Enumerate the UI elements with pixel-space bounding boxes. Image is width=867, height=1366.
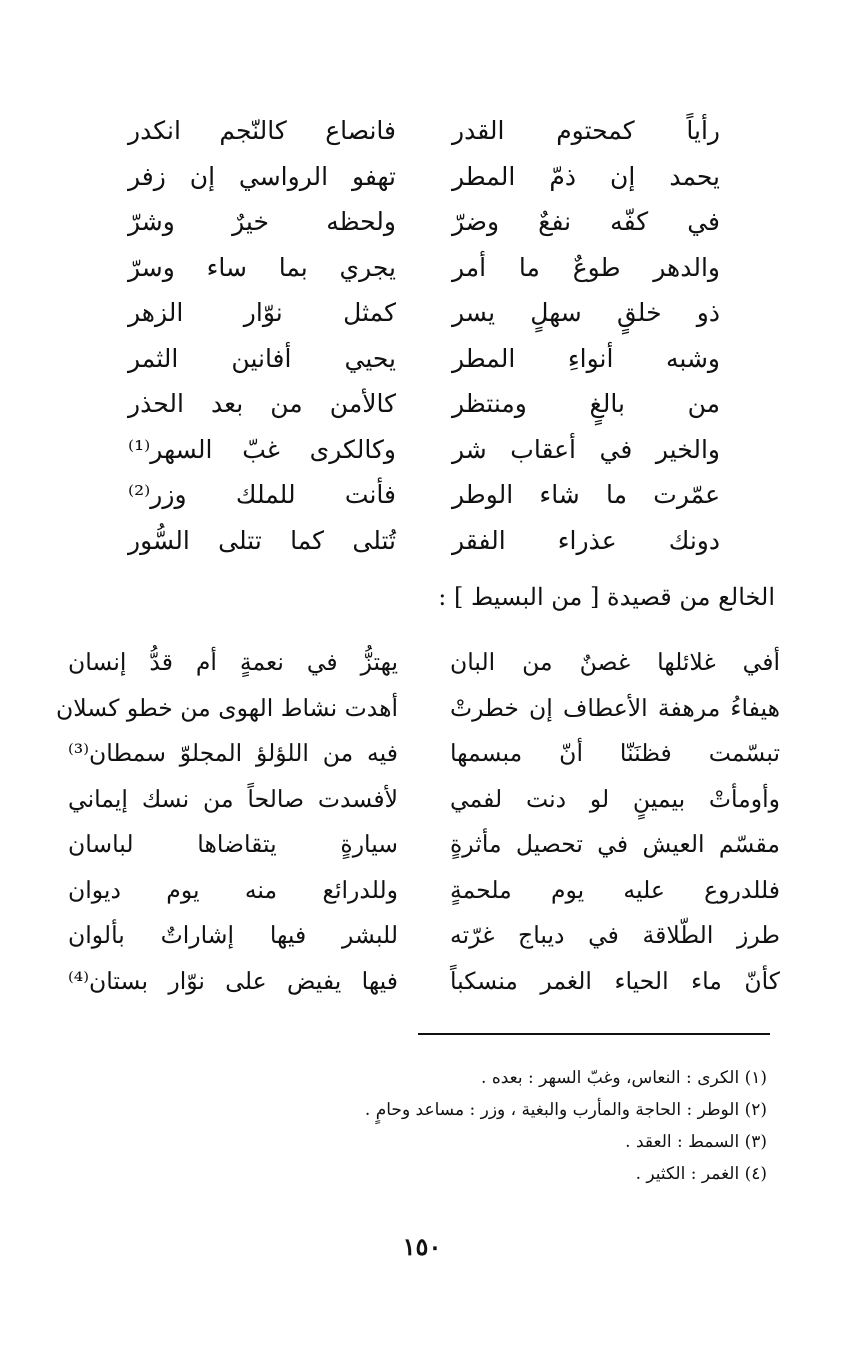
footnote-divider	[418, 1033, 770, 1035]
poem-heading: الخالع من قصيدة [ من البسيط ] :	[438, 583, 775, 611]
verse-left-hemistich: ولحظه خيرٌ وشرّ	[128, 207, 396, 237]
verse-right-hemistich: أفي غلائلها غصنٌ من البان	[450, 648, 780, 676]
footnote: (١) الكرى : النعاس، وغبّ السهر : بعده .	[481, 1068, 767, 1088]
verse-left-hemistich: فيها يفيض على نوّار بستان⁽⁴⁾	[68, 966, 398, 995]
verse-right-hemistich: والدهر طوعٌ ما أمر	[452, 252, 720, 282]
verse-left-hemistich: وللدرائع منه يوم ديوان	[68, 875, 398, 904]
verse	[68, 777, 780, 823]
verse-left-hemistich: يهتزُّ في نعمةٍ أم قدُّ إنسان	[68, 648, 398, 676]
verse-right-hemistich: من بالغٍ ومنتظر	[452, 389, 720, 419]
verse	[55, 686, 780, 732]
verse	[128, 427, 720, 473]
verse	[128, 336, 720, 382]
verse-right-hemistich: دونك عذراء الفقر	[452, 525, 720, 555]
verse-left-hemistich: كمثل نوّار الزهر	[128, 298, 396, 328]
verse-left-hemistich: كالأمن من بعد الحذر	[128, 389, 396, 419]
verse-right-hemistich: رأياً كمحتوم القدر	[452, 116, 720, 146]
footnotes	[267, 1062, 767, 1190]
verse-left-hemistich: للبشر فيها إشاراتٌ بألوان	[68, 921, 398, 949]
verse-right-hemistich: طرز الطّلاقة في ديباج غرّته	[450, 921, 780, 949]
verse	[68, 868, 780, 914]
verse-right-hemistich: والخير في أعقاب شر	[452, 434, 720, 464]
verse-right-hemistich: وشبه أنواءِ المطر	[452, 343, 720, 373]
verse	[128, 290, 720, 336]
verse	[68, 959, 780, 1005]
verse-left-hemistich: تهفو الرواسي إن زفر	[128, 161, 396, 191]
verse-right-hemistich: كأنّ ماء الحياء الغمر منسكباً	[450, 966, 780, 995]
verse	[68, 731, 780, 777]
verse-left-hemistich: وكالكرى غبّ السهر⁽¹⁾	[128, 434, 396, 464]
verse-left-hemistich: يحيي أفانين الثمر	[128, 343, 396, 373]
verse-right-hemistich: فللدروع عليه يوم ملحمةٍ	[450, 875, 780, 904]
verse-right-hemistich: هيفاءُ مرهفة الأعطاف إن خطرتْ	[450, 693, 780, 722]
verse-left-hemistich: تُتلى كما تتلى السُّور	[128, 525, 396, 555]
poem-second	[55, 640, 780, 1004]
verse	[68, 640, 780, 686]
verse	[128, 518, 720, 564]
verse	[128, 472, 720, 518]
verse	[128, 245, 720, 291]
verse	[68, 913, 780, 959]
verse	[128, 154, 720, 200]
verse-left-hemistich: سيارةٍ يتقاضاها لباسان	[68, 830, 398, 858]
verse-left-hemistich: أهدت نشاط الهوى من خطو كسلان	[55, 693, 398, 722]
verse-left-hemistich: فأنت للملك وزر⁽²⁾	[128, 480, 396, 510]
verse-right-hemistich: يحمد إن ذمّ المطر	[452, 161, 720, 191]
verse-right-hemistich: وأومأتْ بيمينٍ لو دنت لفمي	[450, 784, 780, 813]
verse	[128, 199, 720, 245]
verse	[128, 381, 720, 427]
verse-left-hemistich: لأفسدت صالحاً من نسك إيماني	[68, 784, 398, 813]
verse-left-hemistich: فانصاع كالنّجم انكدر	[128, 116, 396, 146]
poem-first	[128, 108, 720, 563]
verse-left-hemistich: فيه من اللؤلؤ المجلوّ سمطان⁽³⁾	[68, 739, 398, 767]
verse-right-hemistich: عمّرت ما شاء الوطر	[452, 480, 720, 510]
verse-left-hemistich: يجري بما ساء وسرّ	[128, 252, 396, 282]
footnote: (٤) الغمر : الكثير .	[635, 1164, 767, 1184]
verse-right-hemistich: مقسّم العيش في تحصيل مأثرةٍ	[450, 830, 780, 858]
footnote: (٣) السمط : العقد .	[625, 1132, 767, 1152]
verse	[68, 822, 780, 868]
footnote: (٢) الوطر : الحاجة والمأرب والبغية ، وزر : مساعد وحامٍ .	[364, 1100, 767, 1120]
verse	[128, 108, 720, 154]
verse-right-hemistich: ذو خلقٍ سهلٍ يسر	[452, 298, 720, 328]
verse-right-hemistich: في كفّه نفعٌ وضرّ	[452, 207, 720, 237]
verse-right-hemistich: تبسّمت فظنَنّا أنّ مبسمها	[450, 739, 780, 767]
page-number: ١٥٠	[402, 1232, 442, 1261]
